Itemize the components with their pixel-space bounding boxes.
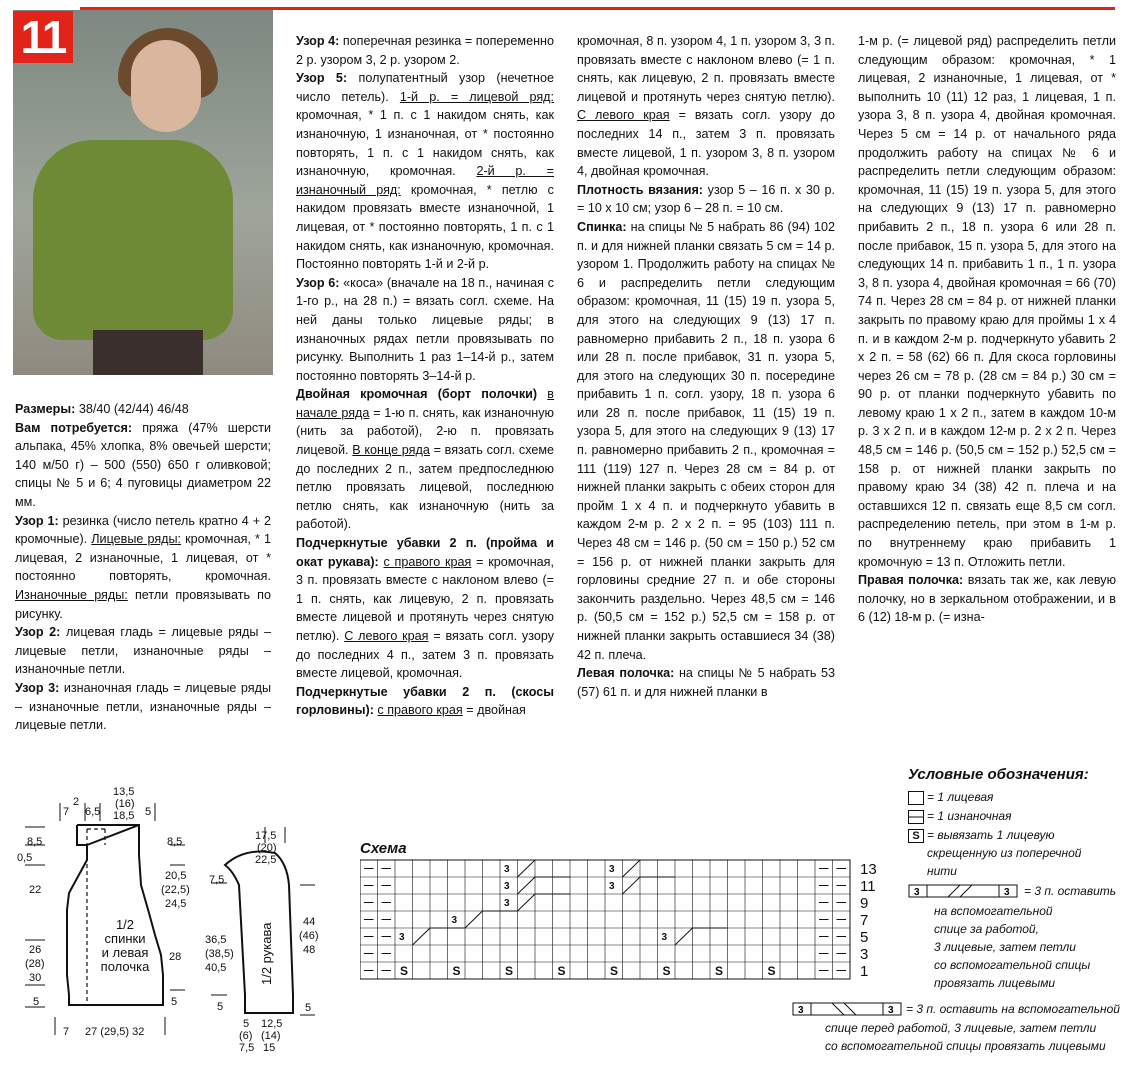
decrease1-text: = кромочная, 3 п. провязать вместе с наклоном влево (= 1 п. снять, как лицевую, 2 п. провязать вместе лицевой и протянуть через снятую петлю).: [296, 554, 554, 643]
chart-cable-number: 3: [609, 864, 615, 875]
sizes-value: 38/40 (42/44) 46/48: [78, 402, 189, 416]
neck-edge: [87, 825, 139, 845]
sleeve-bottom-75: 7,5: [239, 1042, 255, 1054]
c3b-line-3: спице за работой,: [934, 922, 1039, 936]
decrease1-label: Подчеркнутые убавки 2 п. (пройма и окат рукава):: [296, 536, 554, 569]
sleeve-bottom-15: 15: [263, 1042, 276, 1054]
legend-twist: [908, 826, 1108, 880]
materials-label: Вам потребуется:: [15, 420, 133, 435]
sleeve-schematic: [205, 825, 330, 1065]
chart-cable-number: 3: [661, 932, 668, 943]
pattern5-text: полупатентный узор (нечетное число петель).: [296, 71, 554, 104]
sleeve-right-5: 5: [305, 1002, 312, 1014]
pattern4-text: поперечная резинка = попеременно 2 р. узором 3, 2 р. узором 2.: [296, 34, 554, 67]
chart-row-number: 3: [860, 946, 869, 963]
dim-left-30: 30: [29, 972, 42, 984]
cable-back-number-right: 3: [1004, 887, 1010, 898]
decrease1-left: С левого края: [344, 629, 429, 643]
gauge-text: узор 5 – 16 п. x 30 р. = 10 x 10 см; узор 6 – 28 п. = 10 см.: [577, 182, 836, 216]
sleeve-bottom-125: 12,5: [261, 1018, 283, 1030]
chart-twist-mark: S: [610, 964, 619, 978]
pattern1-wrong-rows: Изнаночные ряды:: [15, 587, 128, 602]
text-column-3: [577, 32, 835, 701]
pattern2-text: лицевая гладь = лицевые ряды – лицевые петли, изнаночные ряды – изнаночные петли.: [15, 625, 271, 677]
body-title-1: 1/2: [115, 917, 135, 932]
materials-value: пряжа (47% шерсти альпака, 45% хлопка, 8% овечьей шерсти; 140 м/50 г) – 500 (550) 650 г оливковой; спицы № 5 и 6; 4 пуговицы диаметром 22 мм.: [15, 420, 272, 509]
legend-purl: [908, 807, 1012, 825]
knit-symbol: [908, 791, 924, 805]
sleeve-bottom-14: (14): [261, 1030, 281, 1042]
chart-row-number: 5: [860, 929, 869, 946]
sleeve-right-46: (46): [299, 930, 319, 942]
chart-row-number: 11: [860, 878, 876, 895]
sleeve-top-175: 17,5: [255, 830, 277, 842]
text-column-4: [858, 32, 1116, 627]
decrease2-label: Подчеркнутые убавки 2 п. (скосы горловины):: [296, 684, 554, 718]
legend-twist-text-2: скрещенную из поперечной: [927, 846, 1082, 860]
c3b-line-5: со вспомогательной спицы: [934, 958, 1091, 972]
chart-row-number: 7: [860, 912, 869, 929]
twist-symbol: S: [908, 829, 924, 843]
c3b-line-4: 3 лицевые, затем петли: [934, 940, 1076, 954]
dim-top-135: 13,5: [113, 786, 135, 798]
dim-left-85: 8,5: [27, 836, 43, 848]
pattern5-row2: 2-й р. = изнаночный ряд:: [296, 164, 555, 197]
chart-twist-mark: S: [715, 964, 724, 978]
sleeve-left-365: 36,5: [205, 934, 227, 946]
edge-text: = 1-ю п. снять, как изнаночную (нить за работой), 2-ю п. провязать лицевой.: [296, 405, 554, 458]
sleeve-right-44: 44: [303, 916, 316, 928]
decrease2-right: с правого края: [377, 703, 463, 718]
dim-right-225: (22,5): [161, 884, 190, 896]
pattern1-right-rows: Лицевые ряды:: [91, 532, 182, 547]
left-front-text: на спицы № 5 набрать 53 (57) 61 п. и для нижней планки в: [577, 666, 836, 699]
pattern2-label: Узор 2:: [15, 625, 61, 640]
sleeve-right-48: 48: [303, 944, 316, 956]
body-schematic: [15, 785, 210, 1065]
pattern-number-badge: 11: [13, 11, 73, 63]
decrease1-right: с правого края: [383, 554, 472, 569]
left-front-continued: 1-м р. (= лицевой ряд) распределить петли следующим образом: кромочная, * 1 лицевая, 2 изнаночные, 1 лицевая, от * выполнить 10 (11) 12 раз, 1 лицевая, 1 п. узора 3, 8 п. узора 4, двойная кромочная. Через 5 см = 14 р. от начального ряда продолжить работу на спицах № 6 и распределить петли следующим образом: кромочная, 11 (15) 19 п. узора 5, для этого на следующих 9 (13) 17 п. равномерно прибавить 2 п., 18 п. узора 6 или 28 п. после прибавок, 15 п. узора 5, для этого на следующих 14 п. прибавить 1 п., 1 п. узора 3, 8 п. узора 4, двойная кромочная = 66 (70) 74 п. Через 28 см = 84 р. от нижней планки закрыть по правому краю для проймы 1 x 4 п. и в каждом 2-м р. подчеркнуто убавить 2 x 2 п. = 58 (62) 66 п. Для скоса горловины через 26 см = 78 р. (28 см = 84 р.) 30 см = 90 р. от планки подчеркнуто убавить по левому краю 1 x 2 п., затем в каждом 10-м р. 3 x 2 п. и в каждом 12-м р. 2 x 2 п. Через 48,5 см = 146 р. (50,5 см = 152 р.) 52,5 см = 158 р. от нижней планки закрыть по правому краю 34 (38) 42 п. плеча и на оставшихся 12 п. связать еще 8,5 см согл. распределению петель, при этом в 1-м р. по внутреннему краю прибавить 1 кромочную = 13 п. Отложить петли.: [858, 34, 1116, 569]
left-front-label: Левая полочка:: [577, 666, 675, 681]
dim-right-245: 24,5: [165, 898, 187, 910]
edge-label: Двойная кромочная (борт полочки): [296, 387, 538, 402]
edge-row-end: В конце ряда: [352, 443, 430, 458]
dim-right-85: 8,5: [167, 836, 183, 848]
sleeve-title: 1/2 рукава: [259, 922, 274, 985]
dim-top-7: 7: [63, 806, 70, 818]
legend-cable-back-text: = 3 п. оставить: [1024, 884, 1117, 898]
cable-front-symbol: [792, 1000, 904, 1018]
legend-knit: [908, 788, 993, 806]
sleeve-top-225: 22,5: [255, 854, 277, 866]
right-front-label: Правая полочка:: [858, 573, 964, 588]
dim-top-65: 6,5: [85, 806, 101, 818]
legend-cable-back-desc: [934, 902, 1114, 992]
chart-twist-mark: S: [452, 964, 461, 978]
chart-twist-mark: S: [557, 964, 566, 978]
legend-cable-front-desc: [825, 1019, 1125, 1055]
body-outline: [67, 825, 163, 1005]
sleeve-left-385: (38,5): [205, 948, 234, 960]
sleeve-left-5: 5: [217, 1001, 224, 1013]
chart-twist-mark: S: [662, 964, 671, 978]
back-label: Спинка:: [577, 219, 627, 234]
chart-row-number: 1: [860, 963, 869, 980]
pattern5-label: Узор 5:: [296, 71, 348, 86]
pattern5-row1: 1-й р. = лицевой ряд:: [399, 89, 555, 104]
chart-twist-mark: S: [767, 964, 776, 978]
decrease2-left: С левого края: [577, 108, 670, 123]
dim-right-5: 5: [171, 996, 178, 1008]
pattern1-label: Узор 1:: [15, 513, 59, 528]
pattern1-text-3: петли провязывать по рисунку.: [15, 587, 272, 621]
decrease2-text: = двойная: [466, 703, 526, 718]
edge-row-start: в начале ряда: [296, 387, 554, 420]
text-column-1: [15, 400, 271, 735]
decrease2-continued-2: = вязать согл. узору до последних 14 п., затем 3 п. провязать вместе лицевой, 1 п. узором 3, 8 п. узором 4, двойная кромочная.: [577, 108, 836, 179]
dim-left-26: 26: [29, 944, 42, 956]
chart-twist-mark: S: [505, 964, 514, 978]
c3f-line-2: спице перед работой, 3 лицевые, затем петли: [825, 1021, 1097, 1035]
schema-title: Схема: [360, 840, 407, 857]
chart-cable-number: 3: [399, 932, 405, 943]
dim-right-205: 20,5: [165, 870, 187, 882]
chart-row-number: 13: [860, 861, 877, 878]
chart-row-number: 9: [860, 895, 869, 912]
dim-left-05: 0,5: [17, 852, 33, 864]
dim-left-5: 5: [33, 996, 40, 1008]
dim-top-2: 2: [73, 796, 80, 808]
dim-left-22: 22: [29, 884, 42, 896]
model-photo: [13, 10, 273, 375]
chart-cable-number: 3: [609, 881, 615, 892]
pattern1-text: резинка (число петель кратно 4 + 2 кромочные).: [15, 513, 272, 547]
legend-title: Условные обозначения:: [908, 766, 1089, 783]
purl-symbol: [908, 810, 924, 824]
c3b-line-2: на вспомогательной: [934, 904, 1053, 918]
decrease2-continued: кромочная, 8 п. узором 4, 1 п. узором 3, 3 п. провязать вместе с наклоном влево (= 1 п. снять, как лицевую, 2 п. провязать вместе лицевой и протянуть через снятую петлю).: [577, 34, 835, 104]
photo-face: [131, 40, 201, 132]
cable-front-number-right: 3: [888, 1005, 894, 1016]
dim-bottom-7: 7: [63, 1026, 70, 1038]
chart-cable-number: 3: [451, 915, 458, 926]
dim-left-28: (28): [25, 958, 45, 970]
pattern1-text-2: кромочная, * 1 лицевая, 2 изнаночные, 1 лицевая, от * постоянно повторять, кромочная.: [15, 532, 271, 584]
legend-purl-text: = 1 изнаночная: [927, 809, 1012, 823]
dim-top-185: 18,5: [113, 810, 135, 822]
dim-top-5: 5: [145, 806, 152, 818]
chart-cable-number: 3: [504, 898, 510, 909]
pattern4-label: Узор 4:: [296, 34, 340, 48]
dim-bottom-width: 27 (29,5) 32: [85, 1026, 145, 1038]
body-title-4: полочка: [100, 959, 150, 974]
body-title-2: спинки: [104, 931, 146, 946]
pattern6-label: Узор 6:: [296, 275, 340, 290]
knitting-chart: [360, 858, 900, 988]
legend-twist-text: = вывязать 1 лицевую: [927, 828, 1055, 842]
gauge-label: Плотность вязания:: [577, 182, 704, 197]
dim-top-16: (16): [115, 798, 135, 810]
edge-text-2: = вязать согл. схеме до последних 2 п., затем предпоследнюю петлю провязать лицевой, последнюю петлю снять, как изнаночную (нить за работой).: [296, 443, 555, 532]
pattern3-text: изнаночная гладь = лицевые ряды – изнаночные петли, изнаночные ряды – лицевые петли.: [15, 680, 271, 733]
pattern5-text-2: кромочная, * 1 п. с 1 накидом снять, как изнаночную, 1 изнаночная, от * постоянно повторять, 1 п. с 1 накидом снять, как изнаночную, кромочная.: [296, 108, 554, 179]
sleeve-left-75: 7,5: [209, 874, 225, 886]
body-title-3: и левая: [101, 945, 149, 960]
sizes-label: Размеры:: [15, 402, 76, 416]
pattern6-text: «коса» (вначале на 18 п., начиная с 1-го р., на 28 п.) = вязать согл. схеме. На ней даны только лицевые ряды; в изнаночных рядах петли провязывать по рисунку. Выполнить 1 раз 1–14-й р., затем постоянно повторять 3–14-й р.: [296, 275, 554, 383]
pattern3-label: Узор 3:: [15, 680, 60, 695]
sleeve-bottom-5: 5: [243, 1018, 250, 1030]
text-column-2: [296, 32, 554, 720]
cable-back-number-left: 3: [914, 887, 920, 898]
dim-right-28: 28: [169, 951, 182, 963]
c3b-line-6: провязать лицевыми: [934, 976, 1056, 990]
chart-twist-mark: S: [400, 964, 409, 978]
cable-front-number-left: 3: [798, 1005, 804, 1016]
legend-knit-text: = 1 лицевая: [927, 790, 994, 804]
photo-sweater: [33, 140, 233, 340]
legend-cable-front-text: = 3 п. оставить на вспомогательной: [906, 1002, 1120, 1016]
chart-cable-number: 3: [504, 864, 510, 875]
sleeve-bottom-6: (6): [239, 1030, 253, 1042]
photo-legs: [93, 330, 203, 375]
sleeve-left-405: 40,5: [205, 962, 227, 974]
decrease1-text-2: = вязать согл. узору до последних 4 п., затем 3 п. провязать вместе лицевой, кромочная.: [296, 629, 554, 681]
pattern5-text-3: кромочная, * петлю с накидом провязать вместе изнаночной, 1 лицевая, от * постоянно повторять, 1 п. с 1 накидом снять, как изнаночную, кромочная. Постоянно повторять 1-й и 2-й р.: [296, 182, 554, 272]
c3f-line-3: со вспомогательной спицы провязать лицевыми: [825, 1039, 1106, 1053]
cable-back-symbol: [908, 882, 1020, 900]
legend-twist-text-3: нити: [927, 864, 957, 878]
chart-cable-number: 3: [504, 881, 510, 892]
back-text: на спицы № 5 набрать 86 (94) 102 п. и для нижней планки связать 5 см = 14 р. узором 1. Продолжить работу на спицах № 6 и распределить петли следующим образом: кромочная, 11 (15) 19 п. узора 5, для этого на следующих 9 (13) 17 п. равномерно прибавить 2 п., 18 п. узора 6 или 28 п. после прибавок, 31 п. узора 5, для этого на следующих 30 п. посередине прибавить 1 п. согл. узору, 18 п. узора 6 или 28 п. после прибавок, 11 (15) 19 п. узора 5, для этого на следующих 9 (13) 17 п. равномерно прибавить 2 п., кромочная = 111 (119) 127 п. Через 28 см = 84 р. от нижней планки закрыть с обеих сторон для пройм 1 x 4 п. и подчеркнуто убавить в каждом 2-м р. 2 x 2 п. = 95 (103) 111 п. Через 48 см = 146 р. (50 см = 150 р.) 52 см = 156 р. от нижней планки закрыть для горловины средние 27 п. и обе стороны закончить раздельно. Через 48,5 см = 146 р. (50,5 см = 152 р.) 52,5 см = 158 р. от нижней планки закрыть оставшиеся 34 (38) 42 п. плеча.: [577, 219, 836, 662]
right-front-text: вязать так же, как левую полочку, но в зеркальном отображении, и в 6 (12) 18-м р. (= изна-: [858, 573, 1117, 625]
sleeve-top-20: (20): [257, 842, 277, 854]
